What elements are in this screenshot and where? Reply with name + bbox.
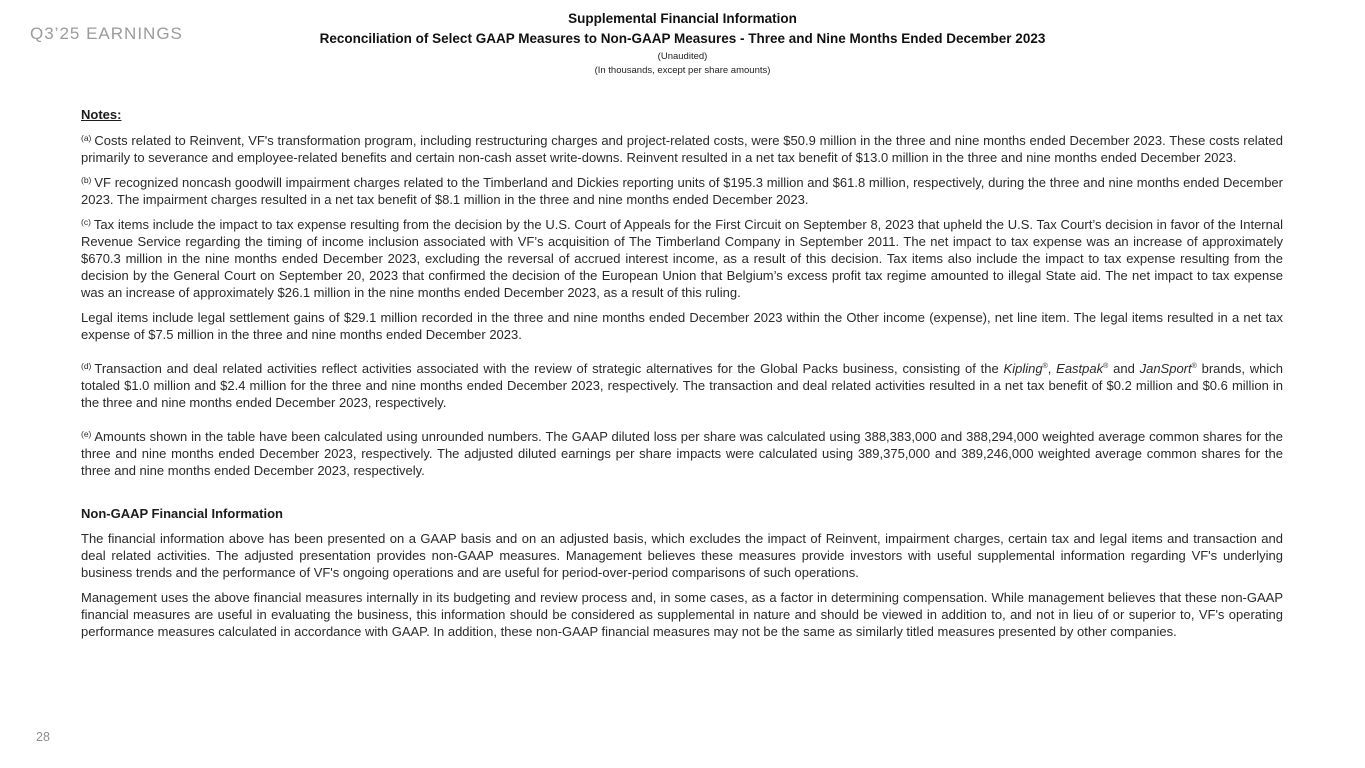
header-title-block: [0, 11, 1365, 76]
page-subtitle: Reconciliation of Select GAAP Measures to Non-GAAP Measures - Three and Nine Months Ended December 2023: [319, 31, 1046, 46]
brand-jansport: JanSport: [1139, 361, 1192, 376]
note-e-marker: (e): [81, 429, 92, 439]
note-b: [81, 174, 1283, 208]
note-e: [81, 428, 1283, 479]
page-number: 28: [36, 730, 50, 744]
note-b-marker: (b): [81, 175, 92, 185]
note-d-marker: (d): [81, 361, 92, 371]
note-d-text-2: brands, which totaled $1.0 million and $2.4 million for the three and nine months ended December 2023, respectively. The transaction and deal related activities resulted in a net tax benefit of $0.2 million and $0.6 million in the three and nine months ended December 2023, respectively.: [81, 361, 1283, 410]
note-d-separator-2: and: [1108, 361, 1140, 376]
brand-eastpak: Eastpak: [1056, 361, 1104, 376]
note-b-text: VF recognized noncash goodwill impairment charges related to the Timberland and Dickies reporting units of $195.3 million and $61.8 million, respectively, during the three and nine months ended December 2023. The impairment charges resulted in a net tax benefit of $8.1 million in the three and nine months ended December 2023.: [81, 175, 1283, 207]
note-c-text: Tax items include the impact to tax expense resulting from the decision by the U.S. Court of Appeals for the First Circuit on September 8, 2023 that upheld the U.S. Tax Court’s decision in favor of the Internal Revenue Service regarding the timing of income inclusion associated with VF’s acquisition of The Timberland Company in September 2011. The net impact to tax expense was an increase of approximately $670.3 million in the nine months ended December 2023, excluding the reversal of accrued interest income, as a result of this decision. Tax items also include the impact to tax expense resulting from the decision by the General Court on September 20, 2023 that confirmed the decision of the European Union that Belgium’s excess profit tax regime amounted to illegal State aid. The net impact to tax expense was an increase of approximately $26.1 million in the nine months ended December 2023, as a result of this ruling.: [81, 217, 1283, 300]
page-title: Supplemental Financial Information: [568, 11, 797, 26]
note-a: [81, 132, 1283, 166]
legal-items-paragraph: Legal items include legal settlement gains of $29.1 million recorded in the three and nine months ended December 2023 within the Other income (expense), net line item. The legal items resulted in a net tax expense of $7.5 million in the three and nine months ended December 2023.: [81, 310, 1283, 342]
note-d-text-1: Transaction and deal related activities reflect activities associated with the review of strategic alternatives for the Global Packs business, consisting of the: [94, 361, 1004, 376]
non-gaap-paragraph-2: Management uses the above financial measures internally in its budgeting and review process and, in some cases, as a factor in determining compensation. While management believes that these non-GAAP financial measures are useful in evaluating the business, this information should be considered as supplemental in nature and should be viewed in addition to, and not in lieu of or superior to, VF's operating performance measures calculated in accordance with GAAP. In addition, these non-GAAP financial measures may not be the same as similarly titled measures presented by other companies.: [81, 590, 1283, 639]
note-a-marker: (a): [81, 133, 92, 143]
registered-mark-icon: ®: [1103, 363, 1109, 370]
note-d-separator-1: ,: [1047, 361, 1057, 376]
registered-mark-icon: ®: [1042, 363, 1048, 370]
non-gaap-heading: Non-GAAP Financial Information: [81, 506, 283, 521]
registered-mark-icon: ®: [1191, 363, 1197, 370]
note-a-text: Costs related to Reinvent, VF's transformation program, including restructuring charges and project-related costs, were $50.9 million in the three and nine months ended December 2023. These costs related primarily to severance and employee-related benefits and certain non-cash asset write-downs. Reinvent resulted in a net tax benefit of $13.0 million in the three and nine months ended December 2023.: [81, 133, 1283, 165]
brand-kipling: Kipling: [1003, 361, 1043, 376]
note-e-text: Amounts shown in the table have been calculated using unrounded numbers. The GAAP diluted loss per share was calculated using 388,383,000 and 388,294,000 weighted average common shares for the three and nine months ended December 2023, respectively. The adjusted diluted earnings per share impacts were calculated using 389,375,000 and 389,246,000 weighted average common shares for the three and nine months ended December 2023, respectively.: [81, 429, 1283, 478]
unaudited-note: (Unaudited): [657, 51, 708, 62]
units-note: (In thousands, except per share amounts): [594, 65, 771, 76]
non-gaap-paragraph-1: The financial information above has been presented on a GAAP basis and on an adjusted basis, which excludes the impact of Reinvent, impairment charges, certain tax and legal items and transaction and deal related activities. The adjusted presentation provides non-GAAP measures. Management believes these measures provide investors with useful supplemental information regarding VF's underlying business trends and the performance of VF's ongoing operations and are useful for period-over-period comparisons of such operations.: [81, 531, 1283, 580]
note-c: [81, 216, 1283, 301]
notes-section: [81, 107, 1283, 648]
earnings-logo: Q3’25 EARNINGS: [30, 24, 183, 43]
notes-heading: Notes:: [81, 107, 122, 122]
note-d: [81, 360, 1283, 411]
note-c-marker: (c): [81, 217, 91, 227]
